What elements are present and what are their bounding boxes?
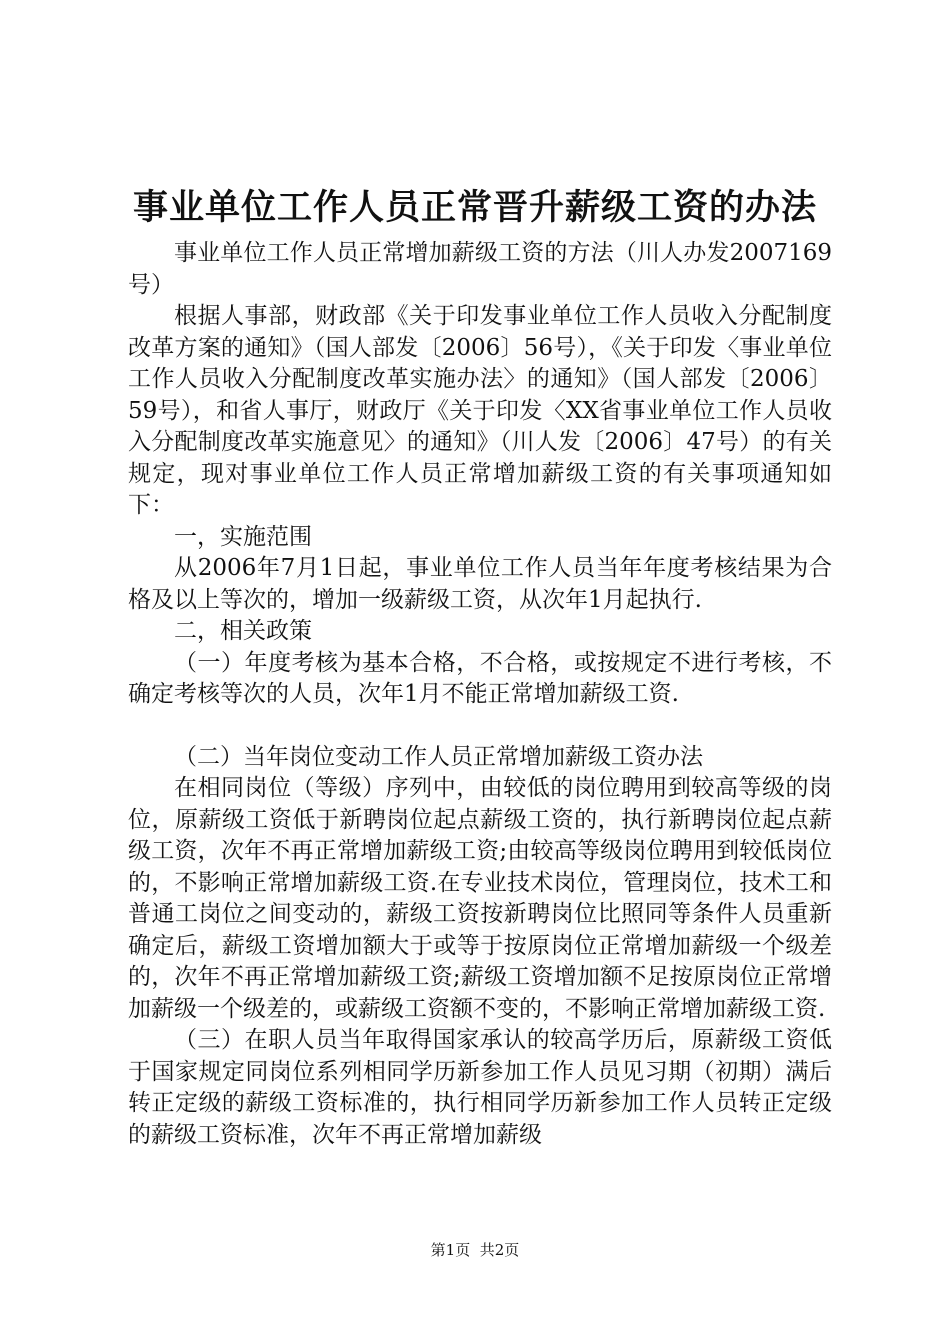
page-number: 第1页 <box>430 1241 471 1259</box>
document-body <box>128 238 832 1151</box>
document-title: 事业单位工作人员正常晋升薪级工资的办法 <box>132 188 817 228</box>
paragraph-policy-3: （三）在职人员当年取得国家承认的较高学历后，原薪级工资低于国家规定同岗位系列相同学历新参加工作人员见习期（初期）满后转正定级的薪级工资标准的，执行相同学历新参加工作人员转正定级的薪级工资标准，次年不再正常增加薪级 <box>128 1027 832 1148</box>
paragraph-policy-1: （一）年度考核为基本合格，不合格，或按规定不进行考核，不确定考核等次的人员，次年1月不能正常增加薪级工资. <box>128 649 832 707</box>
paragraph-scope: 从2006年7月1日起，事业单位工作人员当年年度考核结果为合格及以上等次的，增加一级薪级工资，从次年1月起执行. <box>128 555 832 613</box>
page-footer <box>0 1240 950 1260</box>
paragraph-intro: 根据人事部，财政部《关于印发事业单位工作人员收入分配制度改革方案的通知》（国人部发〔2006〕56号），《关于印发〈事业单位工作人员收入分配制度改革实施办法〉的通知》（国人部发〔2006〕59号），和省人事厅，财政厅《关于印发〈XX省事业单位工作人员收入分配制度改革实施意见〉的通知》（川人发〔2006〕47号）的有关规定，现对事业单位工作人员正常增加薪级工资的有关事项通知如下： <box>128 303 832 518</box>
paragraph-policy-2-body: 在相同岗位（等级）序列中，由较低的岗位聘用到较高等级的岗位，原薪级工资低于新聘岗位起点薪级工资的，执行新聘岗位起点薪级工资，次年不再正常增加薪级工资;由较高等级岗位聘用到较低岗位的，不影响正常增加薪级工资.在专业技术岗位，管理岗位，技术工和普通工岗位之间变动的，薪级工资按新聘岗位比照同等条件人员重新确定后，薪级工资增加额大于或等于按原岗位正常增加薪级一个级差的，次年不再正常增加薪级工资;薪级工资增加额不足按原岗位正常增加薪级一个级差的，或薪级工资额不变的，不影响正常增加薪级工资. <box>128 775 832 1022</box>
section-heading-policy: 二，相关政策 <box>174 618 312 644</box>
paragraph-subtitle: 事业单位工作人员正常增加薪级工资的方法（川人办发2007169号） <box>128 240 832 298</box>
page-total: 共2页 <box>479 1241 520 1259</box>
section-heading-scope: 一，实施范围 <box>174 523 312 550</box>
paragraph-policy-2-heading: （二）当年岗位变动工作人员正常增加薪级工资办法 <box>174 743 703 770</box>
